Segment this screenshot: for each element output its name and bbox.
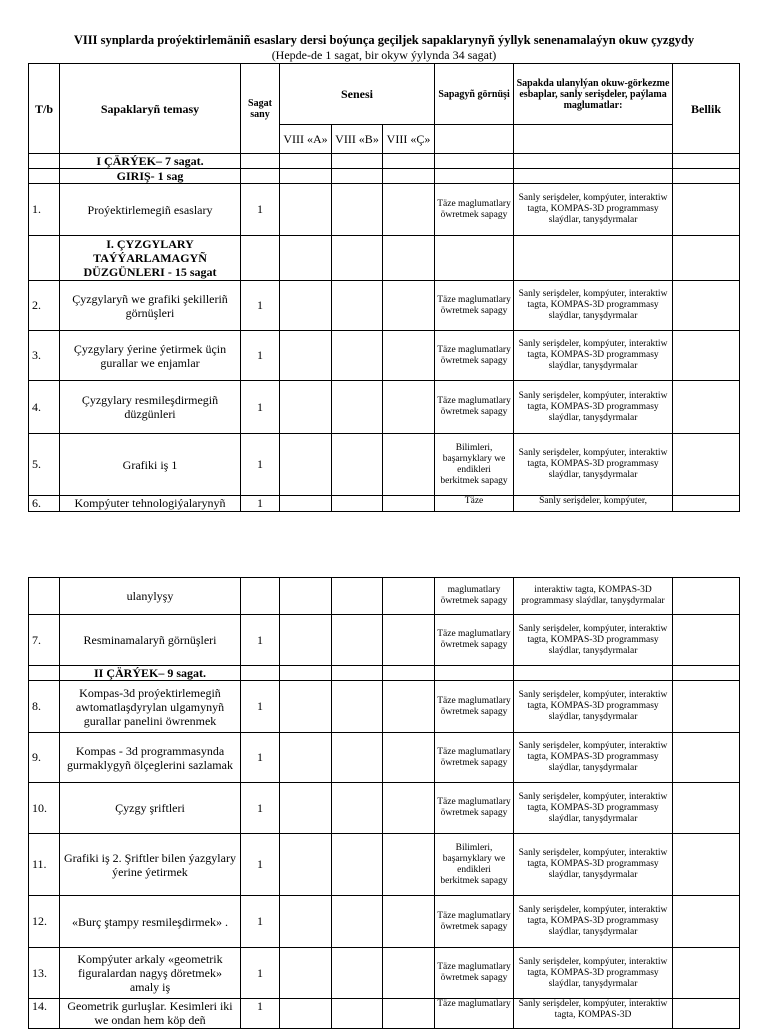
empty-cell [673, 578, 740, 615]
row-number-cell: 3. [29, 331, 60, 381]
hours-cell [241, 578, 280, 615]
empty-cell [241, 154, 280, 169]
empty-cell [514, 125, 673, 154]
empty-cell [332, 666, 383, 681]
row-number-cell: 6. [29, 496, 60, 512]
empty-cell [383, 236, 435, 281]
empty-cell [383, 948, 435, 999]
empty-cell [280, 666, 332, 681]
row-number-cell: 14. [29, 999, 60, 1029]
lesson-type-cell: Täze maglumatlary [435, 999, 514, 1029]
header-date-c: VIII «Ç» [383, 125, 435, 154]
tools-cell: Sanly serişdeler, kompýuter, [514, 496, 673, 512]
hours-cell: 1 [241, 681, 280, 733]
lesson-type-cell: Täze maglumatlary öwretmek sapagy [435, 331, 514, 381]
hours-cell: 1 [241, 496, 280, 512]
row-number-cell: 12. [29, 896, 60, 948]
empty-cell [383, 154, 435, 169]
empty-cell [280, 496, 332, 512]
empty-cell [383, 615, 435, 666]
topic-cell: ulanylyşy [60, 578, 241, 615]
lesson-type-cell: Bilimleri, başarnyklary we endikleri berkitmek sapagy [435, 434, 514, 496]
empty-cell [280, 236, 332, 281]
empty-cell [514, 666, 673, 681]
empty-cell [29, 154, 60, 169]
empty-cell [673, 948, 740, 999]
lesson-type-cell: Täze maglumatlary öwretmek sapagy [435, 896, 514, 948]
empty-cell [332, 733, 383, 783]
empty-cell [514, 169, 673, 184]
tools-cell: Sanly serişdeler, kompýuter, interaktiw tagta, KOMPAS-3D programmasy slaýdlar, tanyşdyrmalar [514, 281, 673, 331]
row-number-cell: 8. [29, 681, 60, 733]
empty-cell [383, 666, 435, 681]
row-number-cell [29, 578, 60, 615]
empty-cell [673, 496, 740, 512]
tools-cell: Sanly serişdeler, kompýuter, interaktiw tagta, KOMPAS-3D programmasy slaýdlar, tanyşdyrmalar [514, 896, 673, 948]
row-number-cell: 13. [29, 948, 60, 999]
empty-cell [29, 169, 60, 184]
topic-cell: Resminamalaryñ görnüşleri [60, 615, 241, 666]
empty-cell [280, 681, 332, 733]
hours-cell: 1 [241, 733, 280, 783]
lesson-type-cell: Täze maglumatlary öwretmek sapagy [435, 681, 514, 733]
document-title: VIII synplarda proýektirlemäniñ esaslary dersi boýunça geçiljek sapaklarynyñ ýyllyk senenamalaýyn okuw çyzgydy [73, 33, 695, 47]
table-row [29, 434, 740, 496]
empty-cell [332, 783, 383, 834]
topic-cell: Çyzgylaryñ we grafiki şekilleriñ görnüşleri [60, 281, 241, 331]
row-number-cell: 9. [29, 733, 60, 783]
tools-cell: Sanly serişdeler, kompýuter, interaktiw tagta, KOMPAS-3D programmasy slaýdlar, tanyşdyrmalar [514, 783, 673, 834]
tools-cell: Sanly serişdeler, kompýuter, interaktiw tagta, KOMPAS-3D [514, 999, 673, 1029]
empty-cell [332, 331, 383, 381]
topic-cell: Proýektirlemegiñ esaslary [60, 184, 241, 236]
header-lesson-type: Sapagyñ görnüşi [435, 64, 514, 125]
header-date: Senesi [280, 64, 435, 125]
empty-cell [673, 169, 740, 184]
topic-cell: Kompýuter arkaly «geometrik figuralardan nagyş döretmek» amaly iş [60, 948, 241, 999]
table-row [29, 733, 740, 783]
empty-cell [332, 434, 383, 496]
table-row [29, 615, 740, 666]
empty-cell [280, 281, 332, 331]
table-row [29, 331, 740, 381]
lesson-type-cell: Täze maglumatlary öwretmek sapagy [435, 615, 514, 666]
empty-cell [383, 281, 435, 331]
hours-cell: 1 [241, 896, 280, 948]
empty-cell [514, 236, 673, 281]
empty-cell [280, 169, 332, 184]
tools-cell: Sanly serişdeler, kompýuter, interaktiw tagta, KOMPAS-3D programmasy slaýdlar, tanyşdyrmalar [514, 733, 673, 783]
lesson-type-cell: maglumatlary öwretmek sapagy [435, 578, 514, 615]
empty-cell [280, 184, 332, 236]
row-number-cell: 11. [29, 834, 60, 896]
empty-cell [435, 125, 514, 154]
empty-cell [280, 578, 332, 615]
tools-cell: Sanly serişdeler, kompýuter, interaktiw tagta, KOMPAS-3D programmasy slaýdlar, tanyşdyrmalar [514, 434, 673, 496]
empty-cell [673, 434, 740, 496]
section-quarter-2: II ÇÄRÝEK– 9 sagat. [60, 666, 241, 681]
lesson-type-cell: Täze maglumatlary öwretmek sapagy [435, 733, 514, 783]
section-quarter-1: I ÇÄRÝEK– 7 sagat. [60, 154, 241, 169]
topic-cell: Çyzgy şriftleri [60, 783, 241, 834]
empty-cell [280, 733, 332, 783]
empty-cell [332, 948, 383, 999]
empty-cell [241, 169, 280, 184]
hours-cell: 1 [241, 281, 280, 331]
header-date-a: VIII «A» [280, 125, 332, 154]
table-row [29, 783, 740, 834]
empty-cell [673, 733, 740, 783]
table-row [29, 578, 740, 615]
topic-cell: Çyzgylary ýerine ýetirmek üçin gurallar we enjamlar [60, 331, 241, 381]
lesson-plan-table-page-2 [28, 577, 740, 1029]
table-row [29, 184, 740, 236]
empty-cell [383, 169, 435, 184]
header-topic: Sapaklaryñ temasy [60, 64, 241, 154]
empty-cell [280, 948, 332, 999]
empty-cell [383, 834, 435, 896]
empty-cell [332, 999, 383, 1029]
empty-cell [332, 496, 383, 512]
lesson-type-cell: Bilimleri, başarnyklary we endikleri berkitmek sapagy [435, 834, 514, 896]
lesson-plan-table-page-1 [28, 63, 740, 512]
header-date-b: VIII «B» [332, 125, 383, 154]
row-number-cell: 4. [29, 381, 60, 434]
lesson-type-cell: Täze [435, 496, 514, 512]
empty-cell [280, 434, 332, 496]
table-row [29, 948, 740, 999]
document-subtitle: (Hepde-de 1 sagat, bir okyw ýylynda 34 sagat) [271, 48, 497, 62]
empty-cell [383, 434, 435, 496]
row-number-cell: 2. [29, 281, 60, 331]
empty-cell [383, 999, 435, 1029]
lesson-type-cell: Täze maglumatlary öwretmek sapagy [435, 948, 514, 999]
table-row [29, 681, 740, 733]
hours-cell: 1 [241, 783, 280, 834]
tools-cell: Sanly serişdeler, kompýuter, interaktiw tagta, KOMPAS-3D programmasy slaýdlar, tanyşdyrmalar [514, 381, 673, 434]
topic-cell: Grafiki iş 2. Şriftler bilen ýazgylary ýerine ýetirmek [60, 834, 241, 896]
hours-cell: 1 [241, 434, 280, 496]
empty-cell [29, 666, 60, 681]
hours-cell: 1 [241, 381, 280, 434]
empty-cell [280, 896, 332, 948]
empty-cell [332, 578, 383, 615]
empty-cell [435, 154, 514, 169]
topic-cell: Grafiki iş 1 [60, 434, 241, 496]
hours-cell: 1 [241, 834, 280, 896]
empty-cell [280, 834, 332, 896]
row-number-cell: 10. [29, 783, 60, 834]
lesson-type-cell: Täze maglumatlary öwretmek sapagy [435, 281, 514, 331]
topic-cell: Çyzgylary resmileşdirmegiñ düzgünleri [60, 381, 241, 434]
hours-cell: 1 [241, 615, 280, 666]
empty-cell [241, 666, 280, 681]
empty-cell [383, 733, 435, 783]
table-row [29, 281, 740, 331]
tools-cell: interaktiw tagta, KOMPAS-3D programmasy slaýdlar, tanyşdyrmalar [514, 578, 673, 615]
lesson-type-cell: Täze maglumatlary öwretmek sapagy [435, 184, 514, 236]
table-row [29, 496, 740, 512]
empty-cell [673, 281, 740, 331]
section-intro: GIRIŞ- 1 sag [60, 169, 241, 184]
topic-cell: Kompas - 3d programmasynda gurmaklygyñ ölçeglerini sazlamak [60, 733, 241, 783]
empty-cell [673, 615, 740, 666]
empty-cell [332, 169, 383, 184]
empty-cell [280, 999, 332, 1029]
hours-cell: 1 [241, 948, 280, 999]
table-row [29, 999, 740, 1029]
empty-cell [435, 236, 514, 281]
tools-cell: Sanly serişdeler, kompýuter, interaktiw tagta, KOMPAS-3D programmasy slaýdlar, tanyşdyrmalar [514, 948, 673, 999]
empty-cell [435, 666, 514, 681]
empty-cell [332, 154, 383, 169]
empty-cell [332, 236, 383, 281]
table-row [29, 834, 740, 896]
empty-cell [29, 236, 60, 281]
tools-cell: Sanly serişdeler, kompýuter, interaktiw tagta, KOMPAS-3D programmasy slaýdlar, tanyşdyrmalar [514, 331, 673, 381]
empty-cell [383, 896, 435, 948]
tools-cell: Sanly serişdeler, kompýuter, interaktiw tagta, KOMPAS-3D programmasy slaýdlar, tanyşdyrmalar [514, 615, 673, 666]
tools-cell: Sanly serişdeler, kompýuter, interaktiw tagta, KOMPAS-3D programmasy slaýdlar, tanyşdyrmalar [514, 184, 673, 236]
empty-cell [383, 783, 435, 834]
lesson-type-cell: Täze maglumatlary öwretmek sapagy [435, 783, 514, 834]
empty-cell [332, 381, 383, 434]
empty-cell [383, 496, 435, 512]
empty-cell [673, 184, 740, 236]
table-row [29, 896, 740, 948]
hours-cell: 1 [241, 331, 280, 381]
header-notes: Bellik [673, 64, 740, 154]
hours-cell: 1 [241, 184, 280, 236]
empty-cell [383, 331, 435, 381]
empty-cell [332, 615, 383, 666]
empty-cell [241, 236, 280, 281]
tools-cell: Sanly serişdeler, kompýuter, interaktiw tagta, KOMPAS-3D programmasy slaýdlar, tanyşdyrmalar [514, 834, 673, 896]
empty-cell [383, 681, 435, 733]
row-number-cell: 7. [29, 615, 60, 666]
empty-cell [332, 896, 383, 948]
empty-cell [673, 896, 740, 948]
empty-cell [673, 154, 740, 169]
topic-cell: Kompas-3d proýektirlemegiñ awtomatlaşdyrylan ulgamynyñ gurallar panelini öwrenmek [60, 681, 241, 733]
empty-cell [280, 615, 332, 666]
empty-cell [673, 681, 740, 733]
empty-cell [280, 331, 332, 381]
empty-cell [280, 783, 332, 834]
hours-cell: 1 [241, 999, 280, 1029]
topic-cell: Kompýuter tehnologiýalarynyñ [60, 496, 241, 512]
empty-cell [332, 681, 383, 733]
row-number-cell: 5. [29, 434, 60, 496]
tools-cell: Sanly serişdeler, kompýuter, interaktiw tagta, KOMPAS-3D programmasy slaýdlar, tanyşdyrmalar [514, 681, 673, 733]
header-tools: Sapakda ulanylýan okuw-görkezme esbaplar, sanly serişdeler, paýlama maglumatlar: [514, 64, 673, 125]
empty-cell [280, 381, 332, 434]
empty-cell [383, 381, 435, 434]
empty-cell [673, 999, 740, 1029]
lesson-type-cell: Täze maglumatlary öwretmek sapagy [435, 381, 514, 434]
empty-cell [673, 331, 740, 381]
topic-cell: Geometrik gurluşlar. Kesimleri iki we ondan hem köp deñ [60, 999, 241, 1029]
header-num: T/b [29, 64, 60, 154]
empty-cell [332, 184, 383, 236]
table-row [29, 381, 740, 434]
empty-cell [383, 184, 435, 236]
row-number-cell: 1. [29, 184, 60, 236]
section-chapter-1: I. ÇYZGYLARY TAÝÝARLAMAGYÑ DÜZGÜNLERI - 15 sagat [60, 236, 241, 281]
empty-cell [673, 666, 740, 681]
empty-cell [332, 281, 383, 331]
header-hours: Sagat sany [241, 64, 280, 154]
empty-cell [514, 154, 673, 169]
topic-cell: «Burç ştampy resmileşdirmek» . [60, 896, 241, 948]
empty-cell [383, 578, 435, 615]
empty-cell [673, 834, 740, 896]
empty-cell [332, 834, 383, 896]
empty-cell [435, 169, 514, 184]
empty-cell [673, 783, 740, 834]
empty-cell [673, 381, 740, 434]
empty-cell [280, 154, 332, 169]
empty-cell [673, 236, 740, 281]
